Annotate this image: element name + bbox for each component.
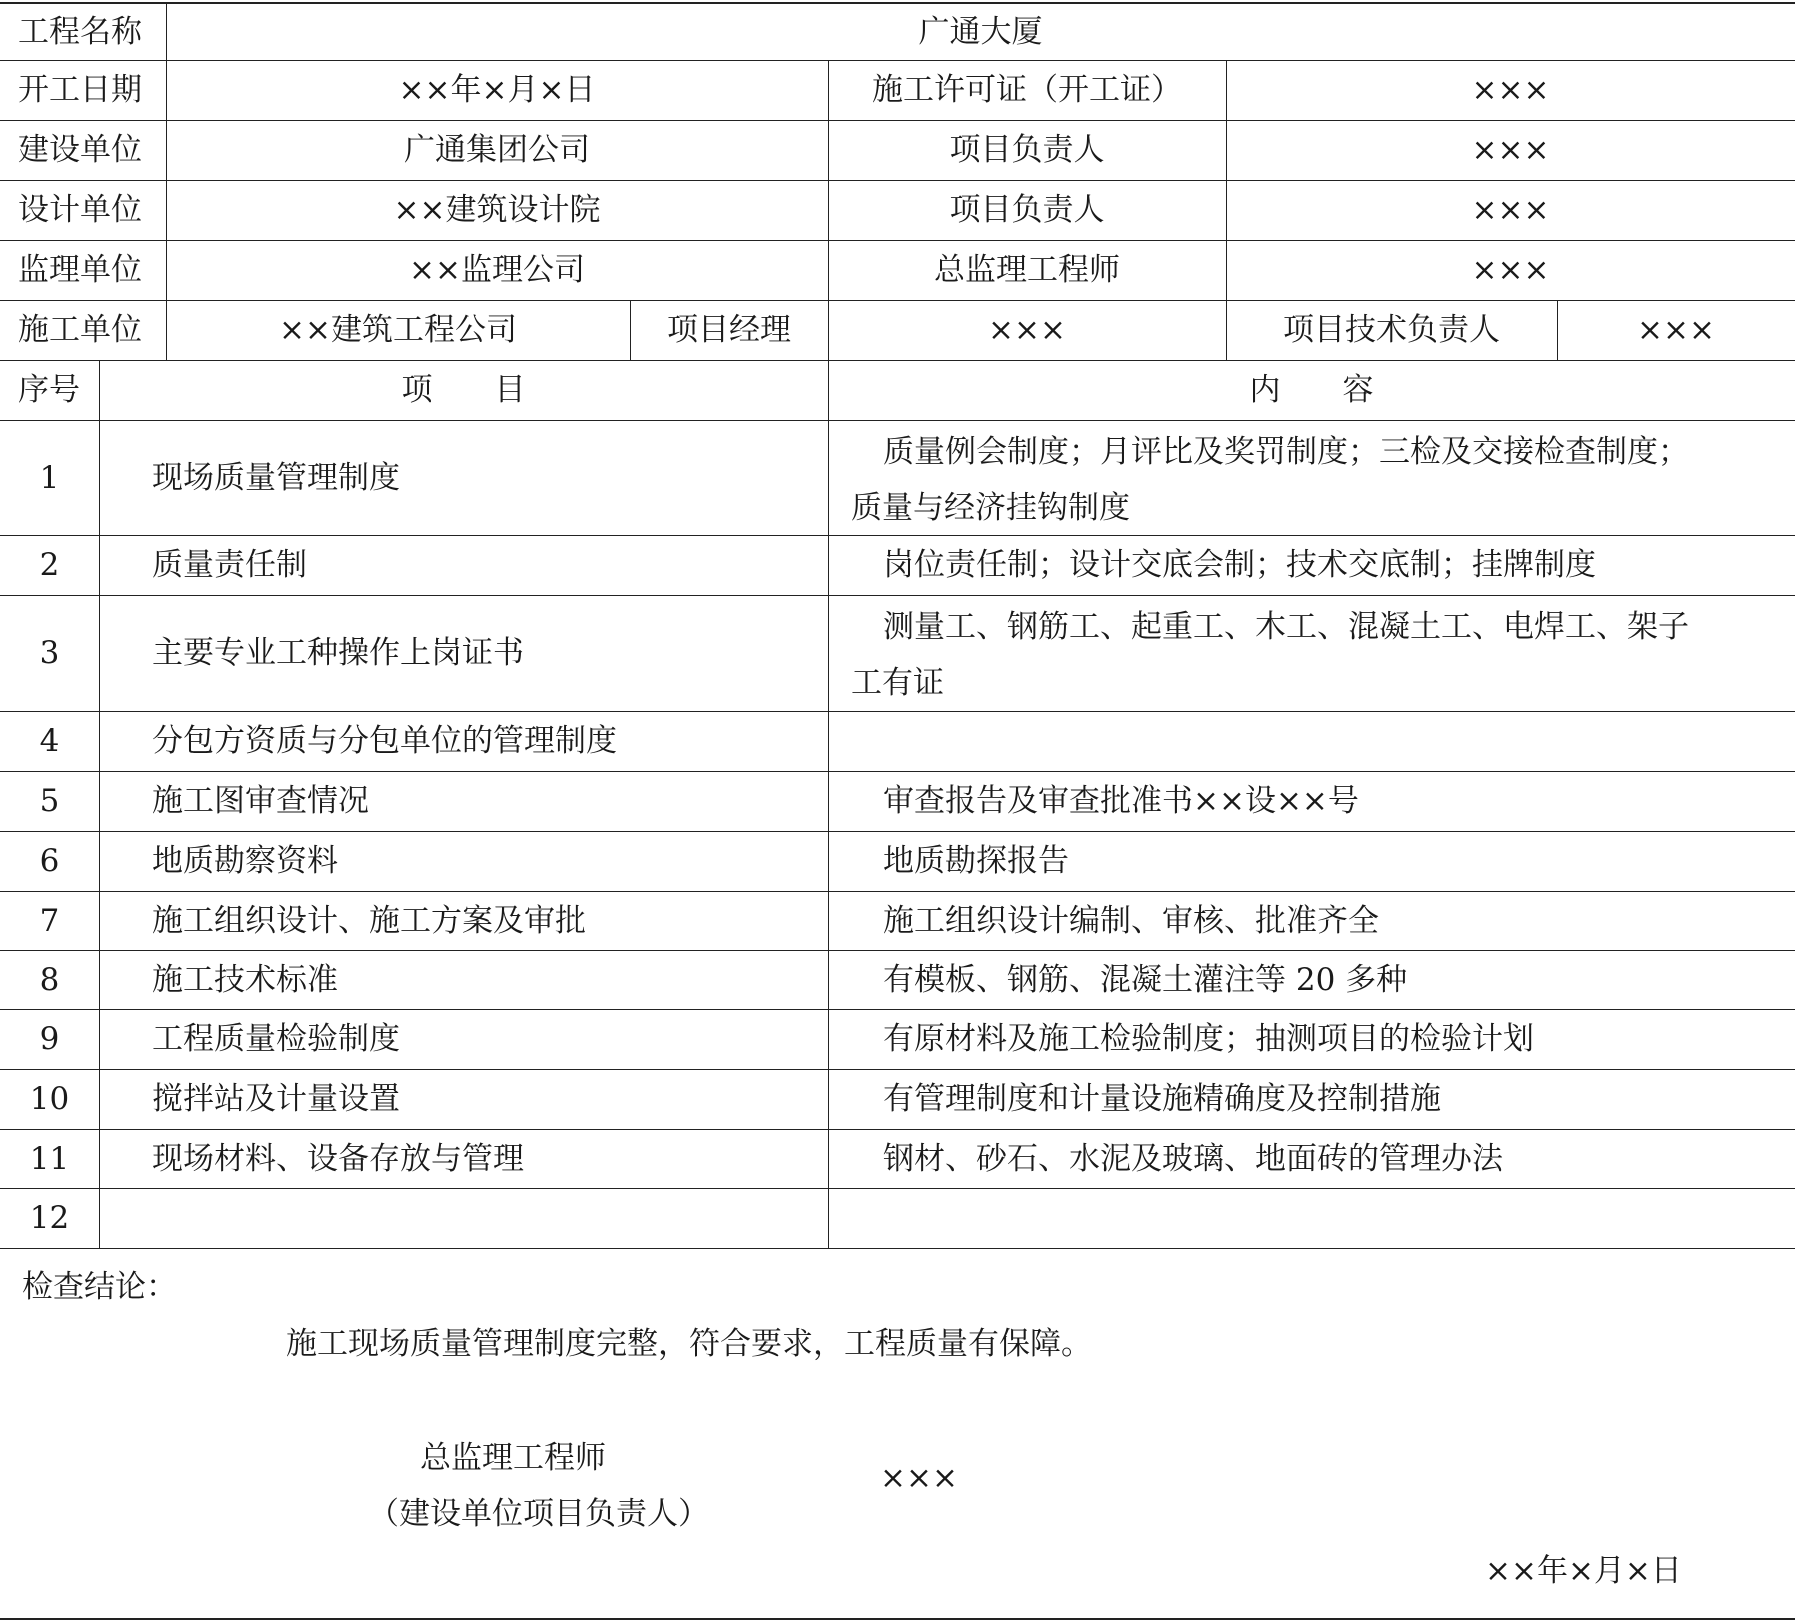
row-item: 现场质量管理制度: [152, 459, 400, 496]
row-seq: 4: [39, 723, 60, 759]
owner-lead-label: 项目负责人: [949, 132, 1105, 168]
row-content-line: 质量例会制度；月评比及奖罚制度；三检及交接检查制度；: [883, 434, 1689, 470]
owner-label: 建设单位: [18, 132, 142, 168]
row-item: [99, 1188, 828, 1248]
row-item: 分包方资质与分包单位的管理制度: [152, 723, 617, 759]
row-content: 施工组织设计编制、审核、批准齐全: [883, 902, 1379, 939]
bottom-border: [0, 1618, 1795, 1620]
tech-lead-value: ×××: [1637, 312, 1715, 348]
project-name-label: 工程名称: [18, 13, 142, 50]
row-item: 质量责任制: [152, 547, 307, 583]
conclusion-label: 检查结论：: [22, 1269, 177, 1305]
row-item: 工程质量检验制度: [152, 1021, 400, 1057]
start-date-label: 开工日期: [18, 72, 142, 108]
row-content-line: 工有证: [851, 665, 944, 701]
row-seq: 10: [29, 1081, 70, 1117]
col-header-item: 项 目: [401, 372, 526, 408]
design-value: ××建筑设计院: [393, 192, 601, 228]
start-date-value: ××年×月×日: [398, 72, 596, 108]
col-header-seq: 序号: [18, 372, 80, 408]
row-item: 主要专业工种操作上岗证书: [152, 635, 524, 671]
design-lead-label: 项目负责人: [949, 192, 1105, 228]
owner-lead-value: ×××: [1471, 132, 1550, 168]
row-seq: 1: [39, 459, 60, 496]
signer-subtitle: （建设单位项目负责人）: [368, 1496, 709, 1532]
row-item: 施工技术标准: [152, 961, 338, 998]
chief-engineer-value: ×××: [1471, 252, 1550, 288]
row-content: 岗位责任制；设计交底会制；技术交底制；挂牌制度: [883, 547, 1596, 583]
row-content: 有模板、钢筋、混凝土灌注等 20 多种: [883, 961, 1408, 998]
permit-value: ×××: [1471, 72, 1550, 108]
design-lead-value: ×××: [1471, 192, 1550, 228]
row-content: [828, 1188, 1795, 1248]
pm-value: ×××: [988, 312, 1066, 348]
row-seq: 5: [39, 783, 60, 819]
col-header-content: 内 容: [1249, 372, 1374, 408]
contractor-value: ××建筑工程公司: [279, 312, 517, 348]
row-item: 搅拌站及计量设置: [152, 1081, 400, 1117]
row-content: 有原材料及施工检验制度；抽测项目的检验计划: [883, 1021, 1534, 1057]
row-content-line: 测量工、钢筋工、起重工、木工、混凝土工、电焊工、架子: [883, 609, 1689, 645]
row-content: 有管理制度和计量设施精确度及控制措施: [883, 1081, 1441, 1117]
row-seq: 6: [39, 843, 60, 879]
permit-label: 施工许可证（开工证）: [872, 72, 1182, 108]
row-seq: 3: [39, 635, 60, 671]
row-seq: 2: [39, 547, 60, 583]
owner-value: 广通集团公司: [404, 132, 590, 168]
row-seq: 9: [39, 1021, 60, 1057]
row-seq: 12: [29, 1200, 70, 1236]
signer-name: ×××: [880, 1460, 958, 1496]
conclusion-text: 施工现场质量管理制度完整，符合要求，工程质量有保障。: [286, 1326, 1092, 1362]
row-item: 现场材料、设备存放与管理: [152, 1140, 524, 1177]
row-content-line: 质量与经济挂钩制度: [851, 490, 1130, 526]
row-item: 施工组织设计、施工方案及审批: [152, 902, 586, 939]
tech-lead-label: 项目技术负责人: [1283, 312, 1500, 348]
chief-engineer-label: 总监理工程师: [934, 252, 1120, 288]
supervision-value: ××监理公司: [409, 252, 585, 288]
row-content: 审查报告及审查批准书××设××号: [883, 783, 1359, 819]
supervision-label: 监理单位: [18, 252, 142, 288]
contractor-label: 施工单位: [18, 312, 142, 348]
signer-title: 总监理工程师: [420, 1440, 606, 1476]
row-content: [828, 711, 1795, 771]
row-seq: 7: [39, 902, 60, 939]
row-seq: 8: [39, 961, 60, 998]
row-divider: [0, 1248, 1795, 1249]
design-label: 设计单位: [18, 192, 142, 228]
row-item: 地质勘察资料: [152, 843, 338, 879]
project-name-value: 广通大厦: [918, 13, 1043, 50]
row-item: 施工图审查情况: [152, 783, 369, 819]
row-content: 地质勘探报告: [883, 843, 1069, 879]
row-content: 钢材、砂石、水泥及玻璃、地面砖的管理办法: [883, 1140, 1503, 1177]
pm-label: 项目经理: [667, 312, 791, 348]
signature-date: ××年×月×日: [1485, 1553, 1682, 1589]
row-seq: 11: [29, 1140, 70, 1177]
